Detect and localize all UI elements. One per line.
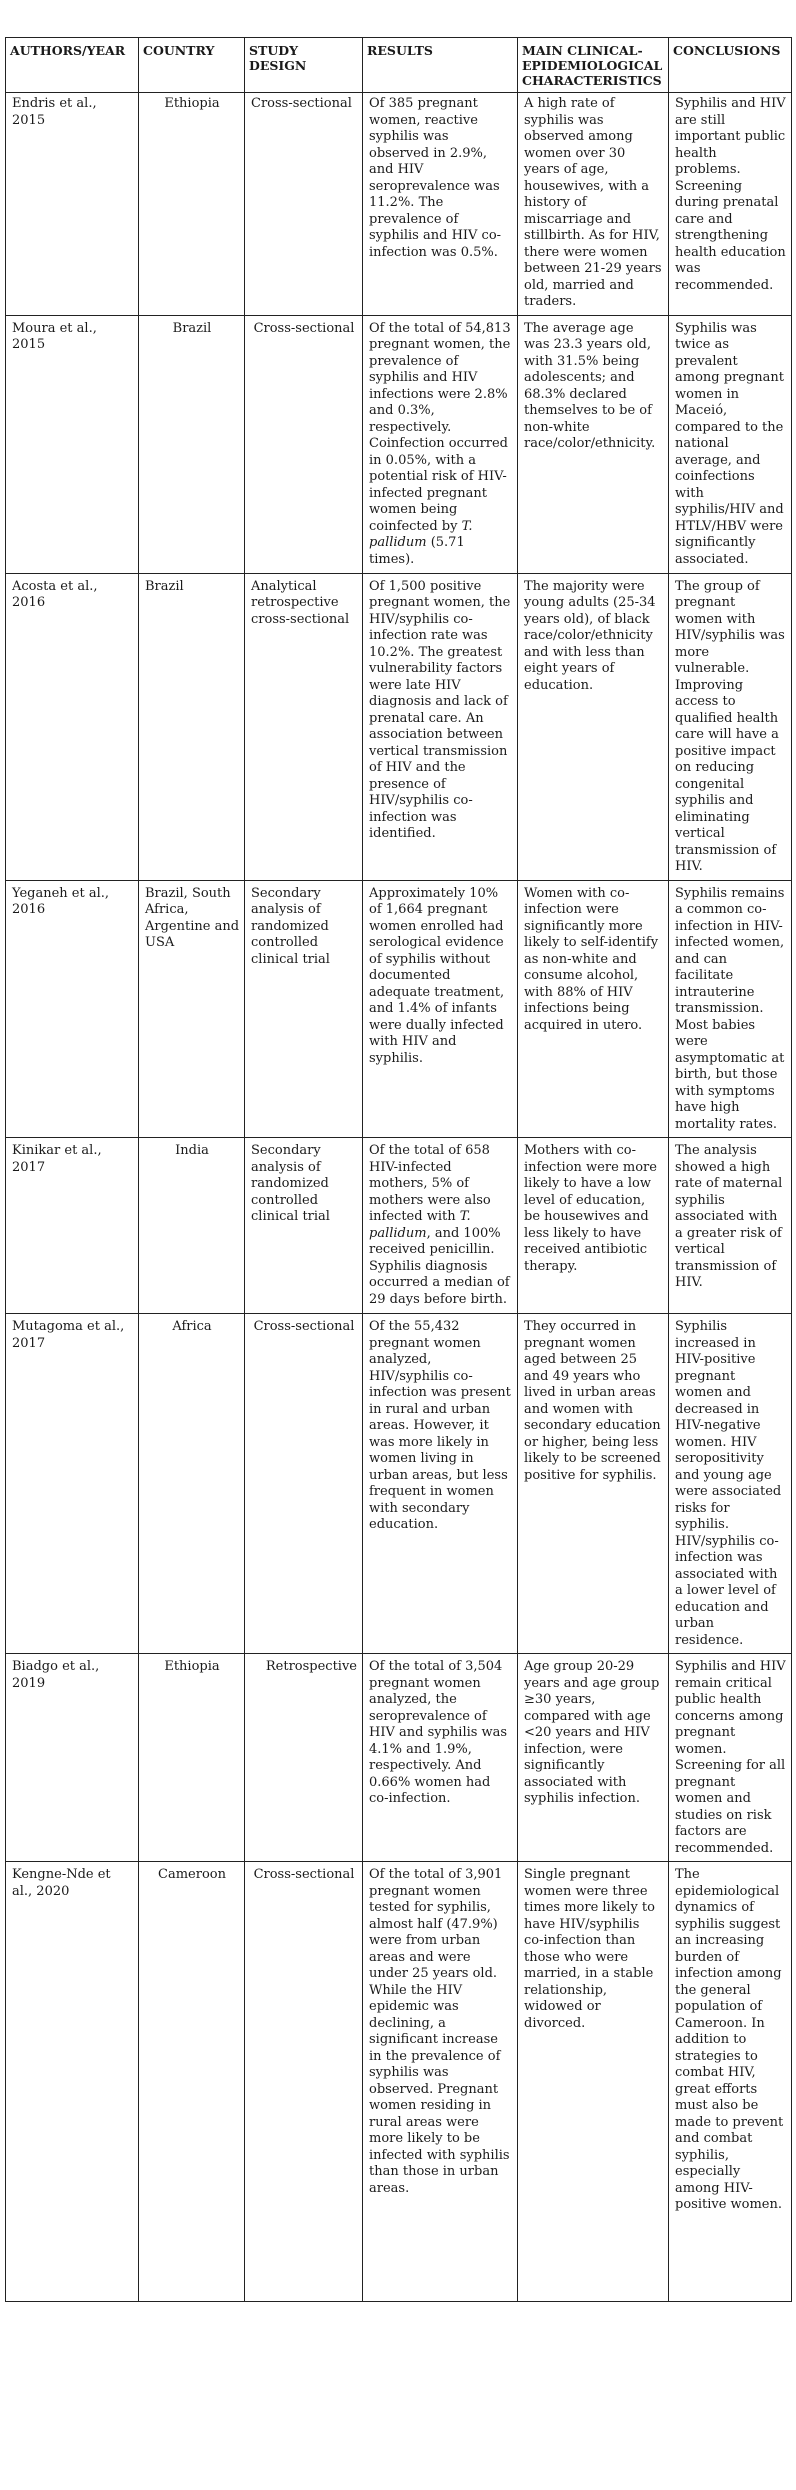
header-main-characteristics: MAIN CLINICAL-EPIDEMIOLOGICAL CHARACTERISTICS <box>518 38 669 93</box>
conclusions-cell: Syphilis and HIV remain critical public health concerns among pregnant women. Screening for all pregnant women and studies on risk factors are recommended. <box>669 1654 792 1862</box>
results-cell: Of the total of 3,901 pregnant women tested for syphilis, almost half (47.9%) were from urban areas and were under 25 years old. While the HIV epidemic was declining, a significant increase in the prevalence of syphilis was observed. Pregnant women residing in rural areas were more likely to be infected with syphilis than those in urban areas. <box>363 1862 518 2302</box>
results-cell: Of 385 pregnant women, reactive syphilis was observed in 2.9%, and HIV seroprevalence was 11.2%. The prevalence of syphilis and HIV co-infection was 0.5%. <box>363 93 518 316</box>
studies-table <box>5 37 792 2302</box>
table-row <box>6 1862 792 2302</box>
conclusions-cell: The analysis showed a high rate of maternal syphilis associated with a greater risk of vertical transmission of HIV. <box>669 1138 792 1314</box>
characteristics-cell: Age group 20-29 years and age group ≥30 years, compared with age <20 years and HIV infection, were significantly associated with syphilis infection. <box>518 1654 669 1862</box>
authors-cell: Acosta et al., 2016 <box>6 573 139 880</box>
results-text: (5.71 times). <box>369 535 465 567</box>
characteristics-cell: The majority were young adults (25-34 years old), of black race/color/ethnicity and with less than eight years of education. <box>518 573 669 880</box>
conclusions-cell: The group of pregnant women with HIV/syphilis was more vulnerable. Improving access to qualified health care will have a positive impact on reducing congenital syphilis and eliminating vertical transmission of HIV. <box>669 573 792 880</box>
header-row <box>6 38 792 93</box>
header-conclusions: CONCLUSIONS <box>669 38 792 93</box>
authors-cell: Mutagoma et al., 2017 <box>6 1314 139 1654</box>
conclusions-cell: Syphilis was twice as prevalent among pregnant women in Maceió, compared to the national average, and coinfections with syphilis/HIV and HTLV/HBV were significantly associated. <box>669 315 792 573</box>
table-row <box>6 315 792 573</box>
country-cell: Brazil <box>139 315 245 573</box>
authors-cell: Endris et al., 2015 <box>6 93 139 316</box>
table-row <box>6 93 792 316</box>
table-row <box>6 573 792 880</box>
country-cell: Africa <box>139 1314 245 1654</box>
design-cell: Cross-sectional <box>245 1862 363 2302</box>
design-cell: Secondary analysis of randomized controlled clinical trial <box>245 880 363 1138</box>
results-text: , and 100% received penicillin. Syphilis diagnosis occurred a median of 29 days before birth. <box>369 1225 510 1307</box>
characteristics-cell: A high rate of syphilis was observed among women over 30 years of age, housewives, with a history of miscarriage and stillbirth. As for HIV, there were women between 21-29 years old, married and traders. <box>518 93 669 316</box>
country-cell: Brazil, South Africa, Argentine and USA <box>139 880 245 1138</box>
results-text: Of the total of 658 HIV-infected mothers, 5% of mothers were also infected with <box>369 1143 491 1224</box>
table-header <box>6 38 792 93</box>
results-cell: Of the total of 3,504 pregnant women analyzed, the seroprevalence of HIV and syphilis was 4.1% and 1.9%, respectively. And 0.66% women had co-infection. <box>363 1654 518 1862</box>
table-body <box>6 93 792 2302</box>
species-name: T. pallidum <box>369 1209 471 1241</box>
country-cell: Cameroon <box>139 1862 245 2302</box>
authors-cell: Biadgo et al., 2019 <box>6 1654 139 1862</box>
authors-cell: Kengne-Nde et al., 2020 <box>6 1862 139 2302</box>
results-cell: Approximately 10% of 1,664 pregnant women enrolled had serological evidence of syphilis without documented adequate treatment, and 1.4% of infants were dually infected with HIV and syphilis. <box>363 880 518 1138</box>
table-row <box>6 880 792 1138</box>
header-country: COUNTRY <box>139 38 245 93</box>
design-cell: Cross-sectional <box>245 1314 363 1654</box>
country-cell: Ethiopia <box>139 1654 245 1862</box>
characteristics-cell: Single pregnant women were three times more likely to have HIV/syphilis co-infection than those who were married, in a stable relationship, widowed or divorced. <box>518 1862 669 2302</box>
table-row <box>6 1138 792 1314</box>
conclusions-cell: The epidemiological dynamics of syphilis suggest an increasing burden of infection among the general population of Cameroon. In addition to strategies to combat HIV, great efforts must also be made to prevent and combat syphilis, especially among HIV-positive women. <box>669 1862 792 2302</box>
conclusions-cell: Syphilis and HIV are still important public health problems. Screening during prenatal care and strengthening health education was recommended. <box>669 93 792 316</box>
conclusions-cell: Syphilis remains a common co-infection in HIV-infected women, and can facilitate intrauterine transmission. Most babies were asymptomatic at birth, but those with symptoms have high mortality rates. <box>669 880 792 1138</box>
authors-cell: Yeganeh et al., 2016 <box>6 880 139 1138</box>
country-cell: Brazil <box>139 573 245 880</box>
conclusions-cell: Syphilis increased in HIV-positive pregnant women and decreased in HIV-negative women. HIV seropositivity and young age were associated risks for syphilis. HIV/syphilis co-infection was associated with a lower level of education and urban residence. <box>669 1314 792 1654</box>
results-cell: Of 1,500 positive pregnant women, the HIV/syphilis co-infection rate was 10.2%. The greatest vulnerability factors were late HIV diagnosis and lack of prenatal care. An association between vertical transmission of HIV and the presence of HIV/syphilis co-infection was identified. <box>363 573 518 880</box>
results-cell <box>363 315 518 573</box>
design-cell: Secondary analysis of randomized controlled clinical trial <box>245 1138 363 1314</box>
design-cell: Cross-sectional <box>245 315 363 573</box>
results-cell <box>363 1138 518 1314</box>
characteristics-cell: Mothers with co-infection were more likely to have a low level of education, be housewives and less likely to have received antibiotic therapy. <box>518 1138 669 1314</box>
design-cell: Cross-sectional <box>245 93 363 316</box>
characteristics-cell: The average age was 23.3 years old, with 31.5% being adolescents; and 68.3% declared themselves to be of non-white race/color/ethnicity. <box>518 315 669 573</box>
header-results: RESULTS <box>363 38 518 93</box>
results-text: Of the total of 54,813 pregnant women, the prevalence of syphilis and HIV infections were 2.8% and 0.3%, respectively. Coinfection occurred in 0.05%, with a potential risk of HIV-infected pregnant women being coinfected by <box>369 320 511 534</box>
characteristics-cell: They occurred in pregnant women aged between 25 and 49 years who lived in urban areas and women with secondary education or higher, being less likely to be screened positive for syphilis. <box>518 1314 669 1654</box>
table-row <box>6 1654 792 1862</box>
header-authors-year: AUTHORS/YEAR <box>6 38 139 93</box>
country-cell: Ethiopia <box>139 93 245 316</box>
species-name: T. pallidum <box>369 518 473 550</box>
authors-cell: Kinikar et al., 2017 <box>6 1138 139 1314</box>
design-cell: Retrospective <box>245 1654 363 1862</box>
country-cell: India <box>139 1138 245 1314</box>
header-study-design: STUDY DESIGN <box>245 38 363 93</box>
authors-cell: Moura et al., 2015 <box>6 315 139 573</box>
characteristics-cell: Women with co-infection were significantly more likely to self-identify as non-white and consume alcohol, with 88% of HIV infections being acquired in utero. <box>518 880 669 1138</box>
results-cell: Of the 55,432 pregnant women analyzed, HIV/syphilis co-infection was present in rural and urban areas. However, it was more likely in women living in urban areas, but less frequent in women with secondary education. <box>363 1314 518 1654</box>
table-row <box>6 1314 792 1654</box>
design-cell: Analytical retrospective cross-sectional <box>245 573 363 880</box>
